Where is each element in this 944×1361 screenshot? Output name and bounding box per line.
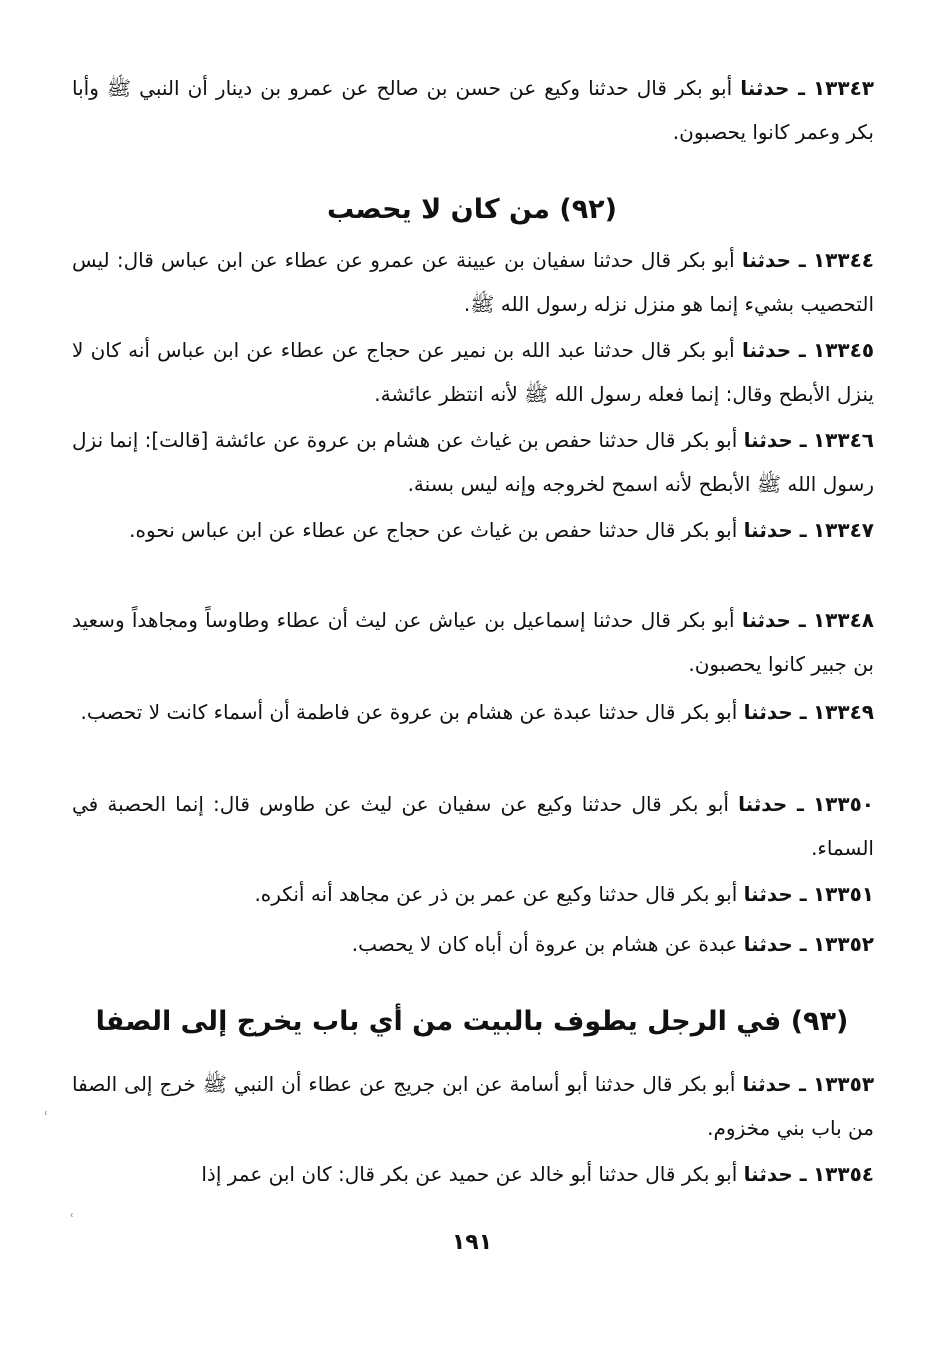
- hadith-number: ١٣٣٤٨: [812, 608, 875, 632]
- hadith-text: أبو بكر قال حدثنا سفيان بن عيينة عن عمرو عن عطاء عن ابن عباس قال: ليس التحصيب بشيء إنما هو منزل نزله رسول الله ﷺ.: [72, 248, 874, 316]
- hadith-13348: [72, 598, 874, 686]
- hadith-lead: ـ حدثنا: [741, 608, 806, 632]
- hadith-text: أبو بكر قال حدثنا عبدة عن هشام بن عروة عن فاطمة أن أسماء كانت لا تحصب.: [80, 700, 738, 724]
- scan-speck: ʿ: [44, 1110, 49, 1126]
- hadith-text: أبو بكر قال حدثنا عبد الله بن نمير عن حجاج عن عطاء عن ابن عباس أنه كان لا ينزل الأبطح وقال: إنما فعله رسول الله ﷺ لأنه انتظر عائشة.: [72, 338, 874, 406]
- hadith-lead: ـ حدثنا: [743, 1162, 807, 1186]
- hadith-number: ١٣٣٥٤: [812, 1162, 874, 1186]
- hadith-number: ١٣٣٥٣: [812, 1072, 875, 1096]
- hadith-13345: [72, 328, 874, 416]
- hadith-text: أبو بكر قال حدثنا وكيع عن عمر بن ذر عن مجاهد أنه أنكره.: [254, 882, 738, 906]
- hadith-13344: [72, 238, 874, 326]
- hadith-text: أبو بكر قال حدثنا حفص بن غياث عن هشام بن عروة عن عائشة [قالت]: إنما نزل رسول الله ﷺ الأبطح لأنه اسمح لخروجه وإنه ليس بسنة.: [72, 428, 874, 496]
- hadith-lead: ـ حدثنا: [743, 700, 807, 724]
- hadith-number: ١٣٣٥٢: [812, 932, 874, 956]
- hadith-number: ١٣٣٤٩: [812, 700, 874, 724]
- hadith-number: ١٣٣٤٦: [812, 428, 874, 452]
- hadith-13350: [72, 782, 874, 870]
- hadith-lead: ـ حدثنا: [743, 428, 807, 452]
- hadith-number: ١٣٣٥٠: [812, 792, 875, 816]
- hadith-text: أبو بكر قال حدثنا وكيع عن حسن بن صالح عن عمرو بن دينار أن النبي ﷺ وأبا بكر وعمر كانوا يحصبون.: [72, 76, 874, 144]
- hadith-lead: ـ حدثنا: [738, 792, 804, 816]
- hadith-text: أبو بكر قال حدثنا وكيع عن سفيان عن ليث عن طاوس قال: إنما الحصبة في السماء.: [72, 792, 874, 860]
- hadith-text: أبو بكر قال حدثنا حفص بن غياث عن حجاج عن عطاء عن ابن عباس نحوه.: [129, 518, 738, 542]
- scan-speck: ʿ: [70, 1212, 75, 1228]
- hadith-number: ١٣٣٤٣: [812, 76, 875, 100]
- hadith-13343: [72, 66, 874, 154]
- hadith-lead: ـ حدثنا: [741, 338, 806, 362]
- hadith-lead: ـ حدثنا: [743, 882, 807, 906]
- hadith-text: أبو بكر قال حدثنا أبو خالد عن حميد عن بكر قال: كان ابن عمر إذا: [201, 1162, 738, 1186]
- hadith-13349: [72, 690, 874, 734]
- hadith-number: ١٣٣٤٤: [812, 248, 875, 272]
- hadith-13347: [72, 508, 874, 552]
- hadith-number: ١٣٣٥١: [812, 882, 874, 906]
- hadith-lead: ـ حدثنا: [742, 1072, 807, 1096]
- hadith-number: ١٣٣٤٧: [812, 518, 874, 542]
- hadith-text: عبدة عن هشام بن عروة أن أباه كان لا يحصب.: [351, 932, 738, 956]
- hadith-13353: [72, 1062, 874, 1150]
- hadith-lead: ـ حدثنا: [743, 932, 807, 956]
- hadith-13346: [72, 418, 874, 506]
- page-number: ١٩١: [451, 1230, 493, 1255]
- hadith-13351: [180, 872, 874, 916]
- hadith-lead: ـ حدثنا: [743, 518, 807, 542]
- chapter-heading-93: (٩٣) في الرجل يطوف بالبيت من أي باب يخرج إلى الصفا: [95, 1006, 849, 1037]
- hadith-text: أبو بكر قال حدثنا إسماعيل بن عياش عن ليث أن عطاء وطاوساً ومجاهداً وسعيد بن جبير كانوا يحصبون.: [72, 608, 874, 676]
- hadith-lead: ـ حدثنا: [740, 76, 805, 100]
- chapter-heading-92: (٩٢) من كان لا يحصب: [326, 194, 618, 225]
- hadith-text: أبو بكر قال حدثنا أبو أسامة عن ابن جريج عن عطاء أن النبي ﷺ خرج إلى الصفا من باب بني مخزوم.: [72, 1072, 874, 1140]
- hadith-13354: [72, 1152, 874, 1196]
- hadith-13352: [180, 922, 874, 966]
- hadith-number: ١٣٣٤٥: [812, 338, 875, 362]
- hadith-lead: ـ حدثنا: [741, 248, 806, 272]
